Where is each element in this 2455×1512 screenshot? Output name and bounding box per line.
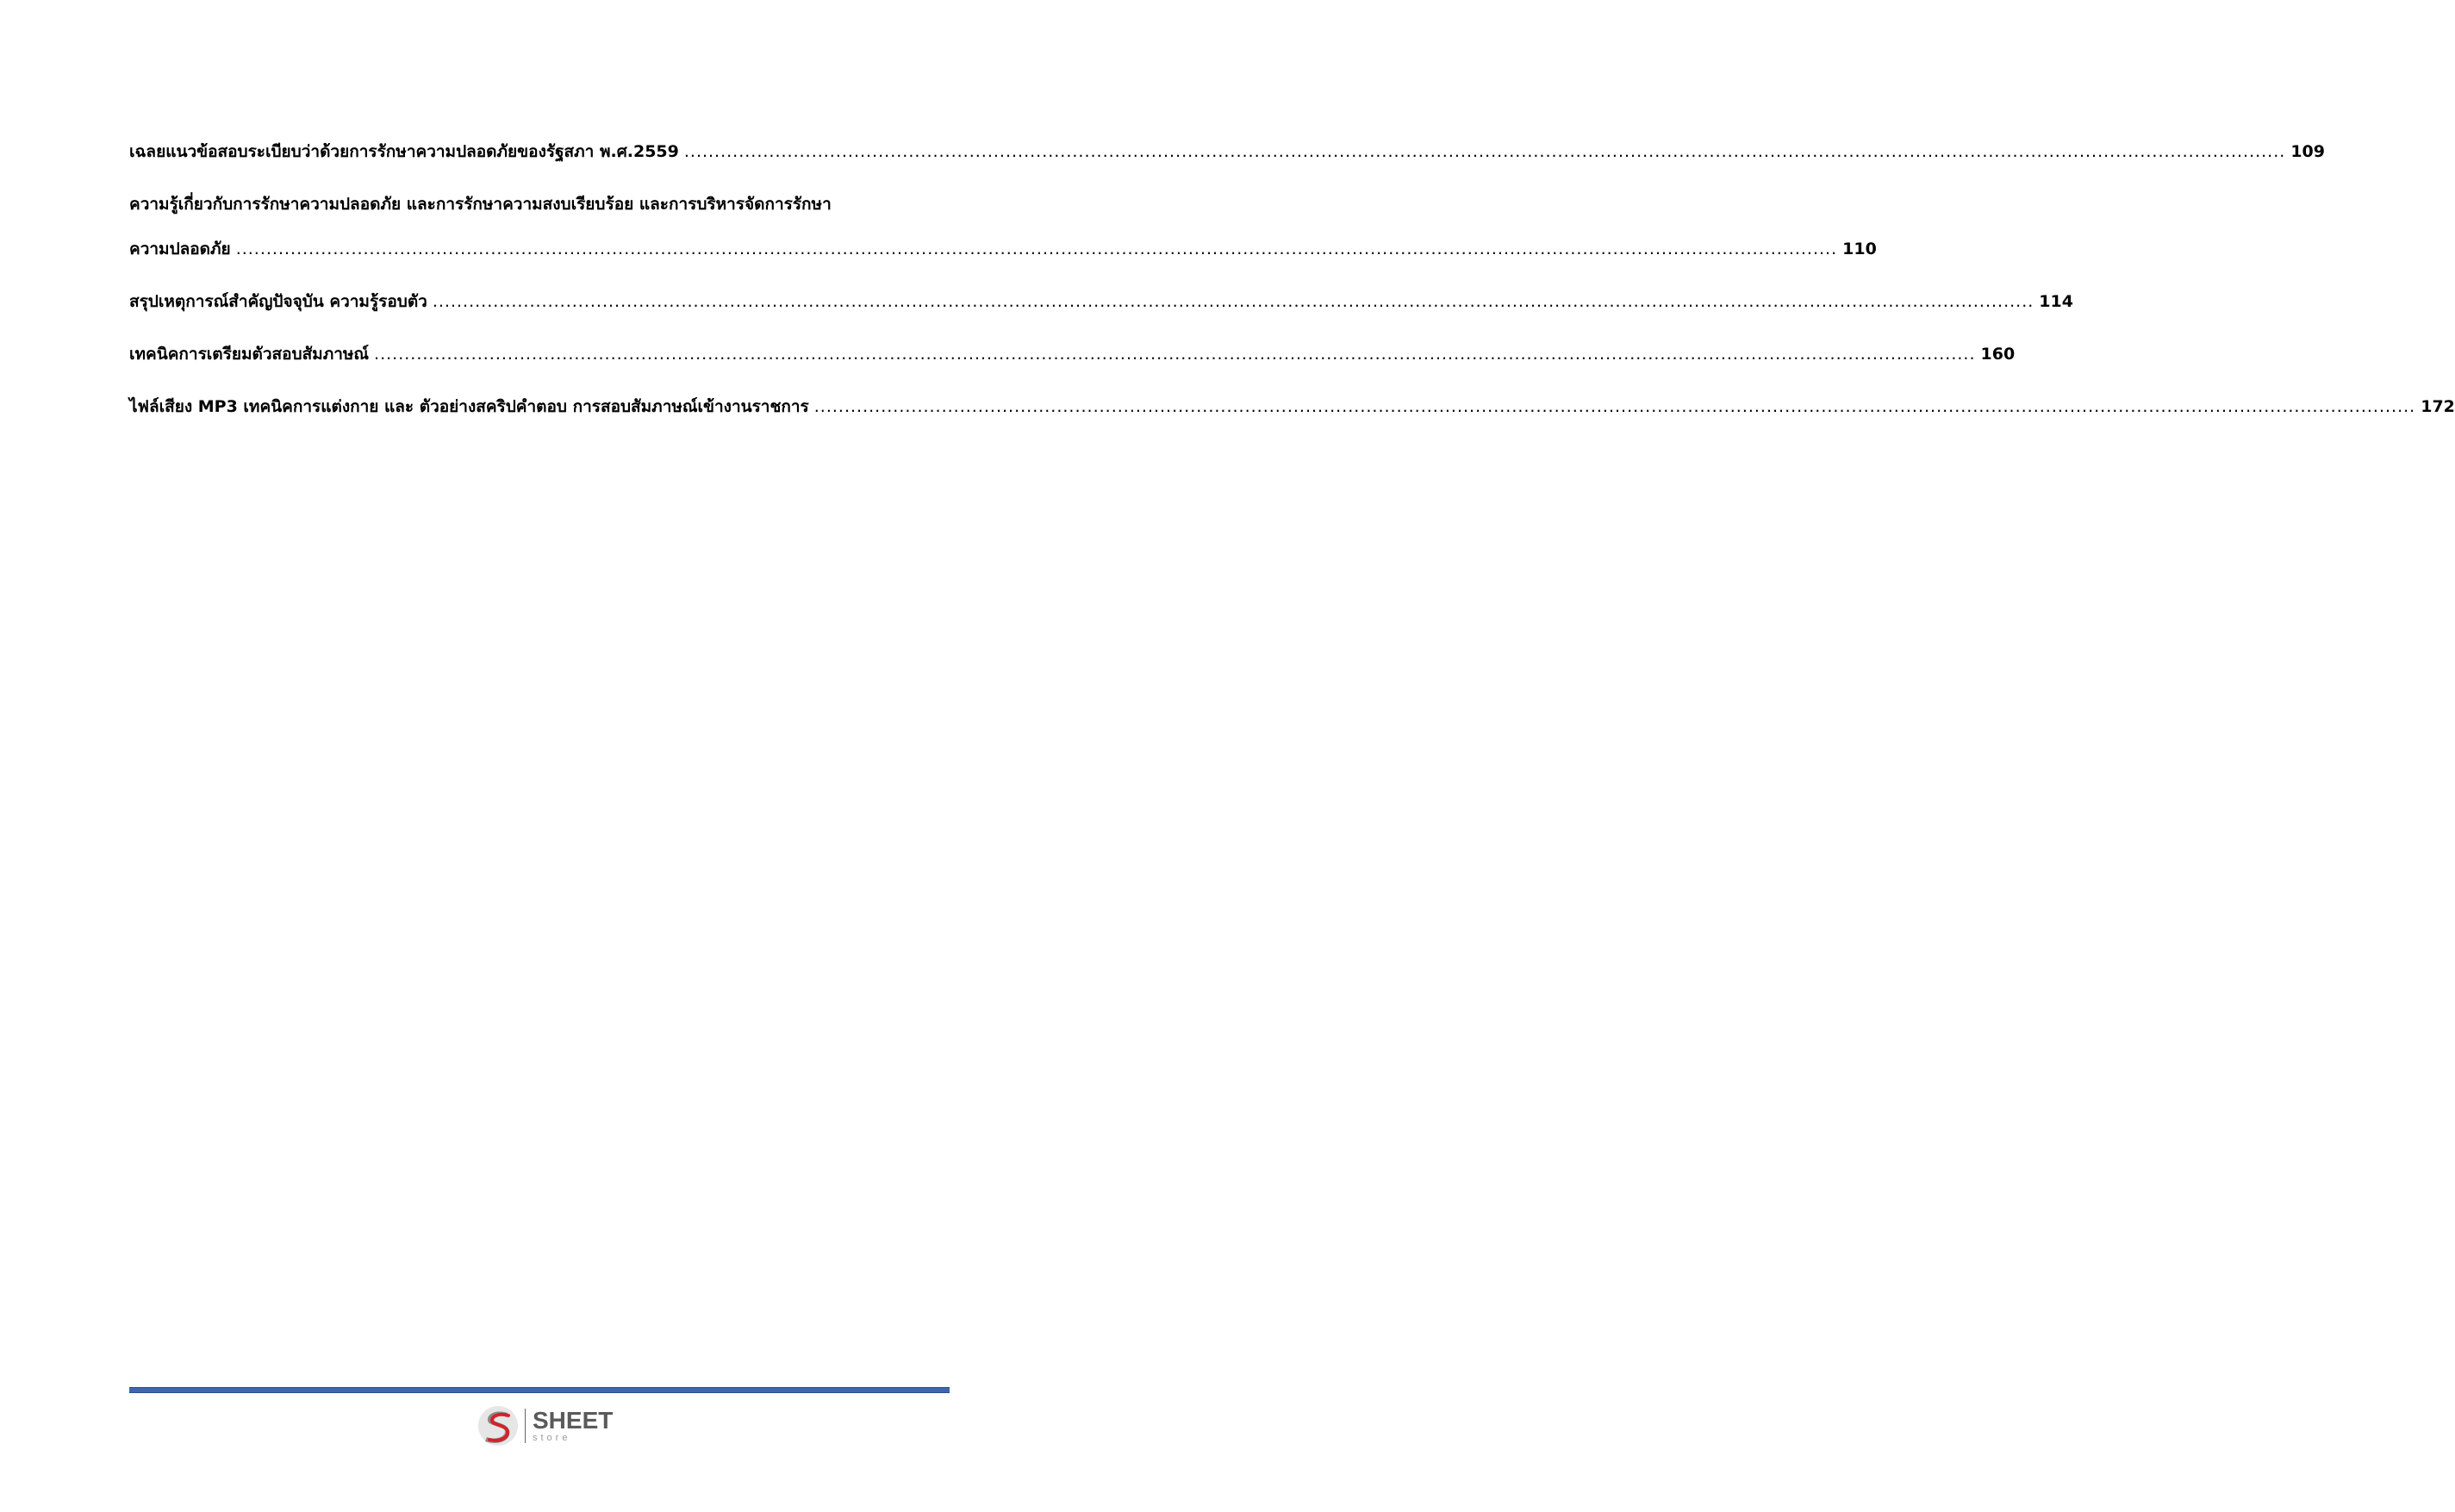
toc-leader-dots (814, 384, 2415, 429)
toc-entry-page: 110 (1842, 240, 1877, 258)
toc-entry-page: 109 (2290, 142, 2325, 161)
toc-entry[interactable] (129, 182, 1877, 271)
toc-entry-title: เทคนิคการเตรียมตัวสอบสัมภาษณ์ (129, 345, 370, 364)
sheet-store-logo-icon (477, 1404, 520, 1447)
toc-entry-page: 114 (2039, 292, 2073, 311)
toc-entry[interactable] (129, 332, 2016, 376)
toc-entry-title: เฉลยแนวข้อสอบระเบียบว่าด้วยการรักษาความปลอดภัยของรัฐสภา พ.ศ.2559 (129, 142, 679, 161)
toc-entry[interactable] (129, 384, 2455, 429)
toc-entry-page: 160 (1980, 345, 2016, 364)
toc-entry-title: สรุปเหตุการณ์สำคัญปัจจุบัน ความรู้รอบตัว (129, 292, 427, 311)
toc-entry-page: 172 (2421, 397, 2455, 416)
logo-text (533, 1409, 613, 1443)
logo-brand: SHEET (533, 1407, 614, 1434)
toc-leader-dots (433, 279, 2034, 324)
footer-logo (477, 1403, 613, 1448)
toc-entry[interactable] (129, 129, 2325, 174)
logo-sub: store (533, 1433, 571, 1443)
toc-leader-dots (374, 332, 1975, 376)
toc-entry-title: ไฟล์เสียง MP3 เทคนิคการแต่งกาย และ ตัวอย่างสคริปคำตอบ การสอบสัมภาษณ์เข้างานราชการ (129, 397, 809, 416)
toc-entry[interactable] (129, 279, 2073, 324)
table-of-contents (129, 129, 2455, 437)
toc-leader-dots (236, 227, 1837, 271)
toc-leader-dots (684, 129, 2285, 174)
footer-rule (129, 1387, 950, 1393)
logo-divider (525, 1409, 526, 1443)
toc-entry-title-line1: ความรู้เกี่ยวกับการรักษาความปลอดภัย และการรักษาความสงบเรียบร้อย และการบริหารจัดการรักษา (129, 195, 832, 214)
toc-entry-title-line2: ความปลอดภัย (129, 240, 231, 258)
